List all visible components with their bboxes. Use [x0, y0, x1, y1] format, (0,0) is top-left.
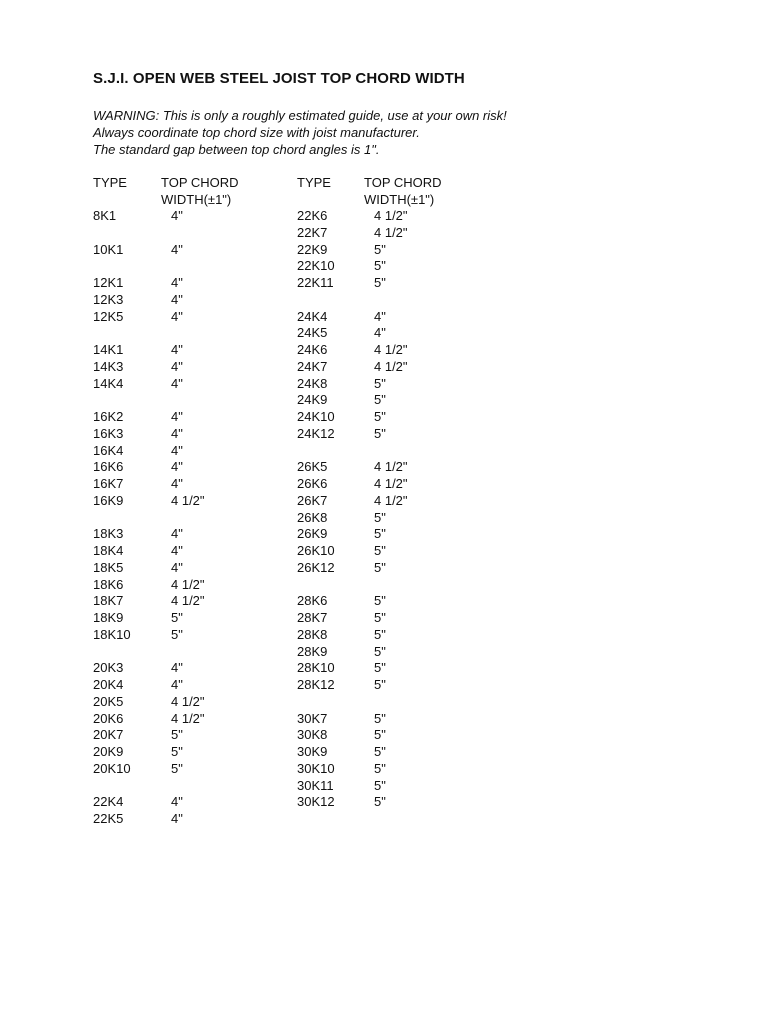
- left-type-cell: 16K3: [93, 425, 124, 441]
- right-width-cell: 4 1/2": [374, 459, 408, 475]
- right-width-cell: 4 1/2": [374, 476, 408, 491]
- left-width-cell: 4": [171, 559, 183, 575]
- right-width-cell: 5": [374, 425, 386, 441]
- right-type-cell: 24K9: [297, 392, 328, 408]
- left-width-cell: 4 1/2": [171, 492, 205, 508]
- left-width-cell: 4": [171, 342, 183, 357]
- right-width-header-2: WIDTH(±1"): [364, 192, 435, 207]
- left-width-cell: 4": [171, 208, 183, 223]
- left-width-cell: 4": [171, 358, 183, 374]
- left-width-cell: 4": [171, 660, 183, 676]
- left-type-cell: 14K3: [93, 358, 124, 374]
- left-type-cell: 18K7: [93, 593, 124, 609]
- left-type-cell: 18K3: [93, 526, 124, 542]
- warning-line-2: Always coordinate top chord size with joist manufacturer.: [93, 125, 420, 140]
- right-type-cell: 26K7: [297, 492, 328, 508]
- left-type-cell: 18K5: [93, 559, 124, 575]
- right-type-cell: 28K12: [297, 677, 335, 692]
- left-width-cell: 5": [171, 760, 183, 776]
- right-type-cell: 24K8: [297, 375, 328, 391]
- right-type-cell: 30K7: [297, 710, 328, 726]
- left-width-cell: 4": [171, 275, 183, 290]
- left-width-cell: 4": [171, 794, 183, 810]
- right-width-cell: 5": [374, 727, 386, 743]
- right-type-cell: 24K4: [297, 308, 328, 324]
- left-type-cell: 18K4: [93, 543, 124, 558]
- left-type-cell: 16K9: [93, 492, 124, 508]
- left-width-cell: 4": [171, 677, 183, 692]
- left-width-cell: 4": [171, 308, 183, 324]
- left-type-cell: 18K10: [93, 626, 131, 642]
- left-width-cell: 4 1/2": [171, 693, 205, 709]
- left-type-cell: 16K4: [93, 442, 124, 458]
- right-width-cell: 4 1/2": [374, 208, 408, 223]
- right-width-cell: 5": [374, 409, 386, 424]
- left-type-header: TYPE: [93, 175, 127, 190]
- right-width-cell: 4 1/2": [374, 342, 408, 357]
- left-width-cell: 4 1/2": [171, 593, 205, 609]
- right-width-cell: 5": [374, 258, 386, 274]
- left-width-cell: 4": [171, 409, 183, 424]
- left-width-cell: 4 1/2": [171, 710, 205, 726]
- left-width-cell: 4": [171, 241, 183, 257]
- left-width-header-2: WIDTH(±1"): [161, 192, 232, 207]
- right-type-cell: 28K10: [297, 660, 335, 676]
- left-type-cell: 20K10: [93, 760, 131, 776]
- right-width-cell: 5": [374, 710, 386, 726]
- left-type-cell: 12K3: [93, 291, 124, 307]
- left-type-cell: 16K2: [93, 409, 124, 424]
- right-type-cell: 26K6: [297, 476, 328, 491]
- left-type-cell: 10K1: [93, 241, 124, 257]
- left-type-cell: 22K4: [93, 794, 124, 810]
- right-type-cell: 28K8: [297, 626, 328, 642]
- left-type-cell: 22K5: [93, 811, 124, 826]
- right-width-cell: 5": [374, 744, 386, 759]
- warning-line-1: WARNING: This is only a roughly estimated guide, use at your own risk!: [93, 108, 507, 123]
- right-width-header-1: TOP CHORD: [364, 175, 442, 190]
- left-type-cell: 14K4: [93, 375, 124, 391]
- left-width-cell: 4": [171, 291, 183, 307]
- right-width-cell: 5": [374, 509, 386, 525]
- right-width-cell: 4 1/2": [374, 358, 408, 374]
- right-type-cell: 24K6: [297, 342, 328, 357]
- left-type-cell: 16K7: [93, 476, 124, 491]
- left-type-cell: 18K9: [93, 610, 124, 625]
- left-type-cell: 14K1: [93, 342, 124, 357]
- right-type-cell: 22K6: [297, 208, 328, 223]
- right-type-cell: 26K10: [297, 543, 335, 558]
- right-type-cell: 22K11: [297, 275, 334, 290]
- right-type-header: TYPE: [297, 175, 331, 190]
- right-type-cell: 28K7: [297, 610, 328, 625]
- right-width-cell: 5": [374, 626, 386, 642]
- right-type-cell: 24K5: [297, 325, 328, 341]
- left-type-cell: 20K3: [93, 660, 124, 676]
- right-type-cell: 26K12: [297, 559, 335, 575]
- right-width-cell: 5": [374, 543, 386, 558]
- right-width-cell: 5": [374, 610, 386, 625]
- left-type-cell: 8K1: [93, 208, 117, 223]
- right-width-cell: 5": [374, 643, 386, 659]
- right-type-cell: 26K9: [297, 526, 328, 542]
- left-type-cell: 20K6: [93, 710, 124, 726]
- left-type-cell: 16K6: [93, 459, 124, 475]
- right-type-cell: 30K8: [297, 727, 328, 743]
- left-width-cell: 5": [171, 727, 183, 743]
- right-width-cell: 5": [374, 660, 386, 676]
- right-type-cell: 24K10: [297, 409, 335, 424]
- right-width-cell: 4 1/2": [374, 492, 408, 508]
- left-width-cell: 4": [171, 442, 183, 458]
- left-width-cell: 4": [171, 543, 183, 558]
- left-width-cell: 4 1/2": [171, 576, 205, 592]
- right-width-cell: 5": [374, 677, 386, 692]
- left-type-cell: 12K1: [93, 275, 124, 290]
- right-width-cell: 5": [374, 794, 386, 810]
- right-width-cell: 5": [374, 559, 386, 575]
- right-type-cell: 30K10: [297, 760, 335, 776]
- right-width-cell: 5": [374, 526, 386, 542]
- left-width-header-1: TOP CHORD: [161, 175, 239, 190]
- page-title: S.J.I. OPEN WEB STEEL JOIST TOP CHORD WIDTH: [93, 70, 465, 87]
- right-width-cell: 5": [374, 392, 386, 408]
- right-type-cell: 22K7: [297, 224, 328, 240]
- right-width-cell: 5": [374, 777, 386, 793]
- right-type-cell: 24K7: [297, 358, 328, 374]
- left-type-cell: 20K5: [93, 693, 124, 709]
- right-width-cell: 5": [374, 760, 386, 776]
- right-width-cell: 5": [374, 241, 386, 257]
- left-width-cell: 4": [171, 459, 183, 475]
- right-type-cell: 22K10: [297, 258, 335, 274]
- right-width-cell: 4": [374, 325, 386, 341]
- right-type-cell: 30K12: [297, 794, 335, 810]
- left-type-cell: 12K5: [93, 308, 124, 324]
- left-type-cell: 18K6: [93, 576, 124, 592]
- right-type-cell: 26K8: [297, 509, 328, 525]
- left-width-cell: 5": [171, 744, 183, 759]
- left-width-cell: 4": [171, 811, 183, 826]
- right-width-cell: 5": [374, 275, 386, 290]
- right-type-cell: 30K9: [297, 744, 328, 759]
- right-width-cell: 5": [374, 375, 386, 391]
- warning-line-3: The standard gap between top chord angles is 1".: [93, 142, 380, 157]
- left-width-cell: 5": [171, 626, 183, 642]
- right-type-cell: 30K11: [297, 777, 334, 793]
- left-type-cell: 20K9: [93, 744, 124, 759]
- left-type-cell: 20K7: [93, 727, 124, 743]
- left-width-cell: 5": [171, 610, 183, 625]
- right-type-cell: 24K12: [297, 425, 335, 441]
- right-type-cell: 28K6: [297, 593, 328, 609]
- right-width-cell: 4": [374, 308, 386, 324]
- left-width-cell: 4": [171, 526, 183, 542]
- left-width-cell: 4": [171, 375, 183, 391]
- left-type-cell: 20K4: [93, 677, 124, 692]
- left-width-cell: 4": [171, 425, 183, 441]
- right-type-cell: 28K9: [297, 643, 328, 659]
- right-type-cell: 22K9: [297, 241, 328, 257]
- right-width-cell: 5": [374, 593, 386, 609]
- right-width-cell: 4 1/2": [374, 224, 408, 240]
- left-width-cell: 4": [171, 476, 183, 491]
- right-type-cell: 26K5: [297, 459, 328, 475]
